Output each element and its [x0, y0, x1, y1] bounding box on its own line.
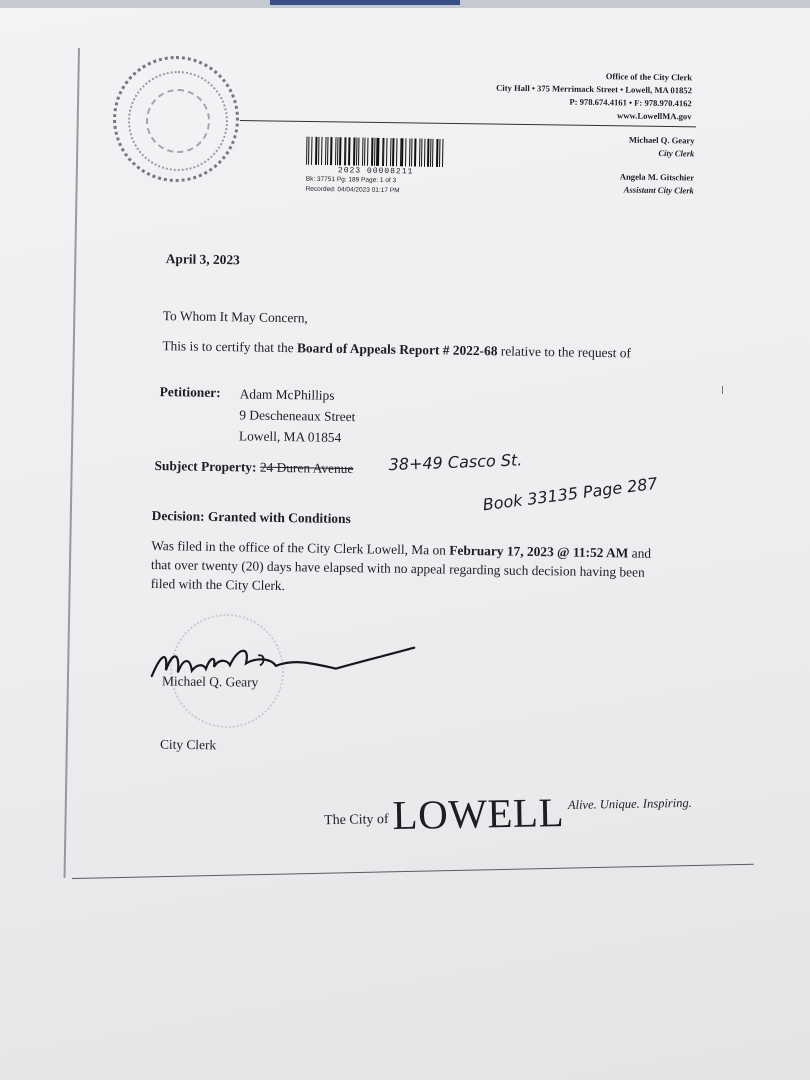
petitioner-city: Lowell, MA 01854 [238, 428, 342, 445]
signatory-title: City Clerk [159, 736, 217, 753]
book-page-line: Bk: 37751 Pg: 189 Page: 1 of 3 [305, 175, 397, 185]
page-fold-bottom [72, 864, 754, 879]
barcode-bar [364, 138, 365, 166]
letter-date: April 3, 2023 [165, 251, 240, 268]
logo-wordmark: LOWELL [392, 789, 565, 839]
barcode-bar [358, 138, 359, 166]
barcode-bar [345, 137, 346, 165]
logo-prefix: The City of [323, 812, 389, 829]
assistant-title: Assistant City Clerk [623, 184, 694, 196]
petitioner-name: Adam McPhillips [239, 386, 335, 403]
decision: Decision: Granted with Conditions [151, 507, 351, 527]
subject-label: Subject Property: [154, 458, 257, 475]
office-name: Office of the City Clerk [605, 71, 693, 83]
signatory-name: Michael Q. Geary [161, 673, 259, 690]
salutation: To Whom It May Concern, [162, 308, 308, 326]
city-seal-stamp [113, 56, 239, 182]
barcode-bar [376, 138, 379, 166]
barcode-bar [339, 137, 341, 165]
page-fold-left [64, 48, 80, 878]
certify-paragraph [162, 336, 632, 362]
report-number: Board of Appeals Report # 2022-68 [296, 340, 498, 359]
barcode-bar [421, 139, 422, 167]
barcode-bar [383, 138, 384, 166]
barcode-bar [374, 138, 375, 166]
barcode-bar [330, 137, 333, 165]
assistant-name: Angela M. Gitschier [619, 171, 694, 183]
certify-suffix: relative to the request of [497, 343, 632, 361]
barcode-bar [405, 138, 407, 166]
barcode-bar [311, 137, 312, 165]
barcode-bar [356, 138, 357, 166]
barcode-bar [367, 138, 369, 166]
filed-paragraph [151, 536, 652, 601]
barcode-bar [327, 137, 328, 165]
document-page [0, 8, 810, 1080]
barcode-bar [401, 138, 403, 166]
handwritten-book-page: Book 33135 Page 287 [481, 473, 659, 515]
barcode-bar [424, 139, 425, 167]
barcode-bar [430, 139, 431, 167]
logo-tagline: Alive. Unique. Inspiring. [567, 795, 692, 812]
filed-date: February 17, 2023 @ 11:52 AM [449, 542, 629, 561]
certify-prefix: This is to certify that the [162, 338, 298, 356]
clerk-name: Michael Q. Geary [628, 134, 695, 146]
recorded-line: Recorded: 04/04/2023 01:17 PM [305, 185, 400, 194]
filed-prefix: Was filed in the office of the City Clerk Lowell, Ma on [151, 537, 450, 558]
office-address: City Hall • 375 Merrimack Street • Lowell, MA 01852 [496, 82, 693, 96]
barcode-bar [414, 139, 417, 167]
petitioner-street: 9 Descheneaux Street [239, 407, 356, 425]
barcode-bar [348, 137, 350, 165]
office-website: www.LowellMA.gov [617, 110, 692, 122]
barcode-bar [308, 137, 309, 165]
barcode-bar [337, 137, 338, 165]
barcode-bar [439, 139, 440, 167]
barcode-bar [432, 139, 433, 167]
petitioner-label: Petitioner: [159, 384, 221, 401]
letter-body [150, 244, 659, 594]
staff-block [619, 133, 694, 196]
barcode-bar [411, 138, 412, 166]
filed-suffix: and that over twenty (20) days have elapsed with no appeal regarding such decision having been filed with the City Clerk. [150, 545, 652, 594]
pen-mark [722, 386, 723, 394]
barcode-bar [318, 137, 319, 165]
barcode-bar [392, 138, 395, 166]
barcode-bar [442, 139, 444, 167]
city-logo [323, 789, 693, 839]
folder-edge [270, 0, 460, 5]
barcode-bar [386, 138, 388, 166]
handwritten-property: 38+49 Casco St. [388, 450, 523, 475]
barcode-bar [321, 137, 323, 165]
recording-stamp [306, 137, 463, 197]
clerk-title: City Clerk [658, 147, 695, 159]
barcode-number: 2023 00008211 [337, 166, 414, 177]
office-phone-fax: P: 978.674.4161 • F: 978.970.4162 [569, 96, 692, 109]
barcode-bar [396, 138, 397, 166]
office-header [496, 69, 693, 124]
subject-struck-address: 24 Duren Avenue [259, 459, 354, 477]
subject-property [154, 456, 353, 478]
seal-center [146, 89, 210, 153]
barcode [306, 137, 446, 167]
